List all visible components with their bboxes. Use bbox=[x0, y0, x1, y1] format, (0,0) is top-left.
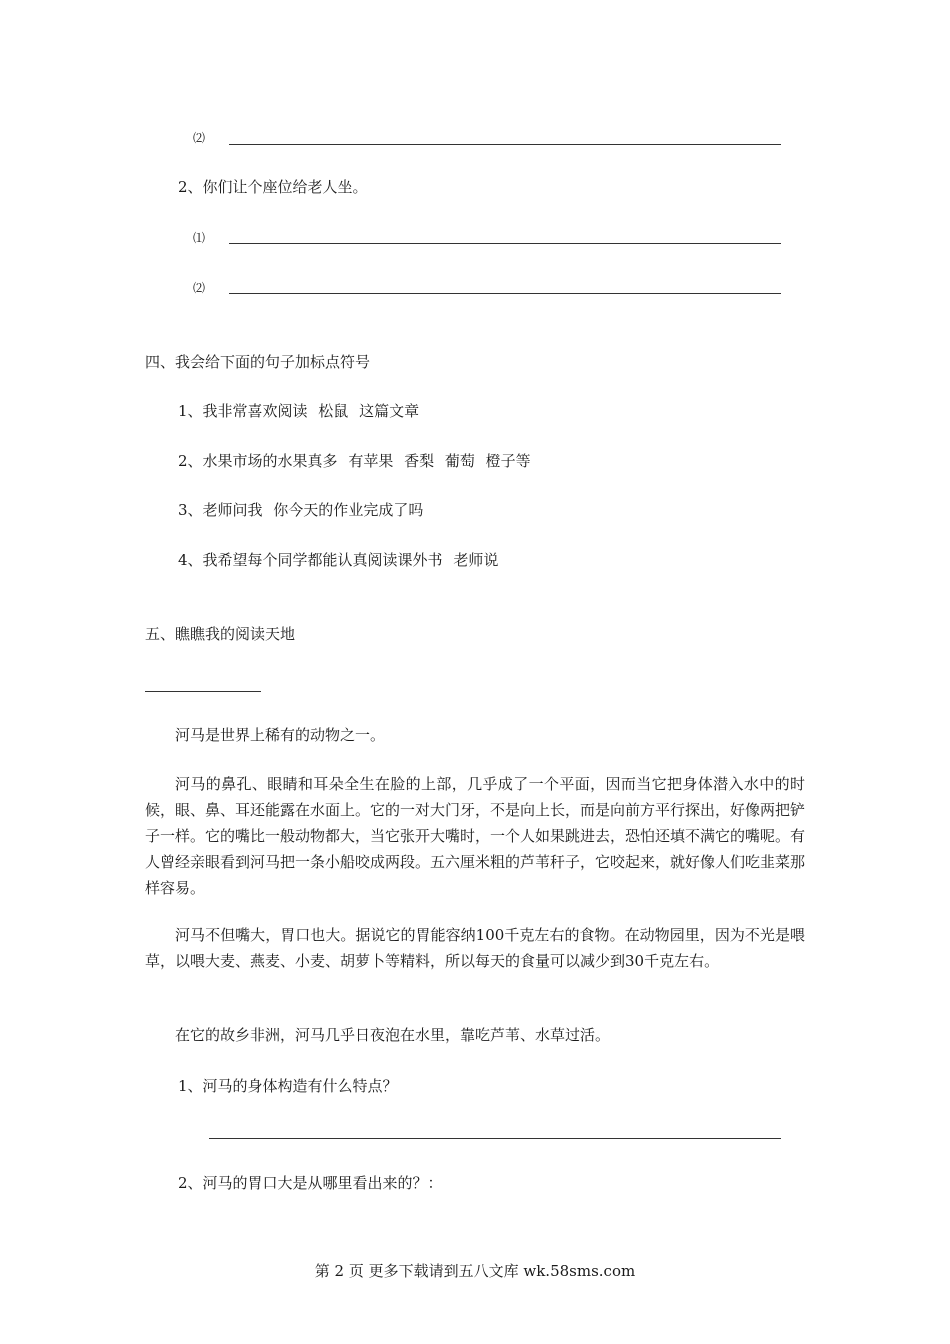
answer-line bbox=[229, 293, 781, 294]
punctuation-item: 2、水果市场的水果真多 有苹果 香梨 葡萄 橙子等 bbox=[178, 452, 531, 470]
answer-line bbox=[229, 144, 781, 145]
section-4-title: 四、我会给下面的句子加标点符号 bbox=[145, 353, 371, 371]
reading-question: 2、河马的胃口大是从哪里看出来的？： bbox=[178, 1174, 443, 1192]
question-2-label: 2、你们让个座位给老人坐。 bbox=[178, 178, 368, 196]
answer-line bbox=[209, 1138, 781, 1139]
section-5-title: 五、瞧瞧我的阅读天地 bbox=[145, 625, 296, 643]
punctuation-item: 3、老师问我 你今天的作业完成了吗 bbox=[178, 501, 424, 519]
page-footer: 第 2 页 更多下载请到五八文库 wk.58sms.com bbox=[314, 1262, 636, 1280]
reading-question: 1、河马的身体构造有什么特点？ bbox=[178, 1077, 398, 1095]
reading-paragraph: 在它的故乡非洲，河马几乎日夜泡在水里，靠吃芦苇、水草过活。 bbox=[175, 1026, 611, 1044]
reading-paragraph: 河马的鼻孔、眼睛和耳朵全生在脸的上部，几乎成了一个平面，因而当它把身体潜入水中的时候，眼、鼻、耳还能露在水面上。它的一对大门牙，不是向上长，而是向前方平行探出，好像两把铲子一样。它的嘴比一般动物都大，当它张开大嘴时，一个人如果跳进去，恐怕还填不满它的嘴呢。有人曾经亲眼看到河马把一条小船咬成两段。五六厘米粗的芦苇秆子，它咬起来，就好像人们吃韭菜那样容易。 bbox=[145, 775, 806, 897]
divider bbox=[145, 691, 261, 692]
punctuation-item: 4、我希望每个同学都能认真阅读课外书 老师说 bbox=[178, 551, 499, 569]
reading-paragraph: 河马不但嘴大，胃口也大。据说它的胃能容纳100千克左右的食物。在动物园里，因为不光是喂草，以喂大麦、燕麦、小麦、胡萝卜等精料，所以每天的食量可以减少到30千克左右。 bbox=[145, 926, 805, 970]
reading-paragraph: 河马是世界上稀有的动物之一。 bbox=[175, 726, 386, 744]
sub-item-label: ⑵ bbox=[193, 281, 206, 295]
sub-item-label: ⑴ bbox=[193, 231, 206, 245]
sub-item-label: ⑵ bbox=[193, 131, 206, 145]
answer-line bbox=[229, 243, 781, 244]
punctuation-item: 1、我非常喜欢阅读 松鼠 这篇文章 bbox=[178, 402, 420, 420]
